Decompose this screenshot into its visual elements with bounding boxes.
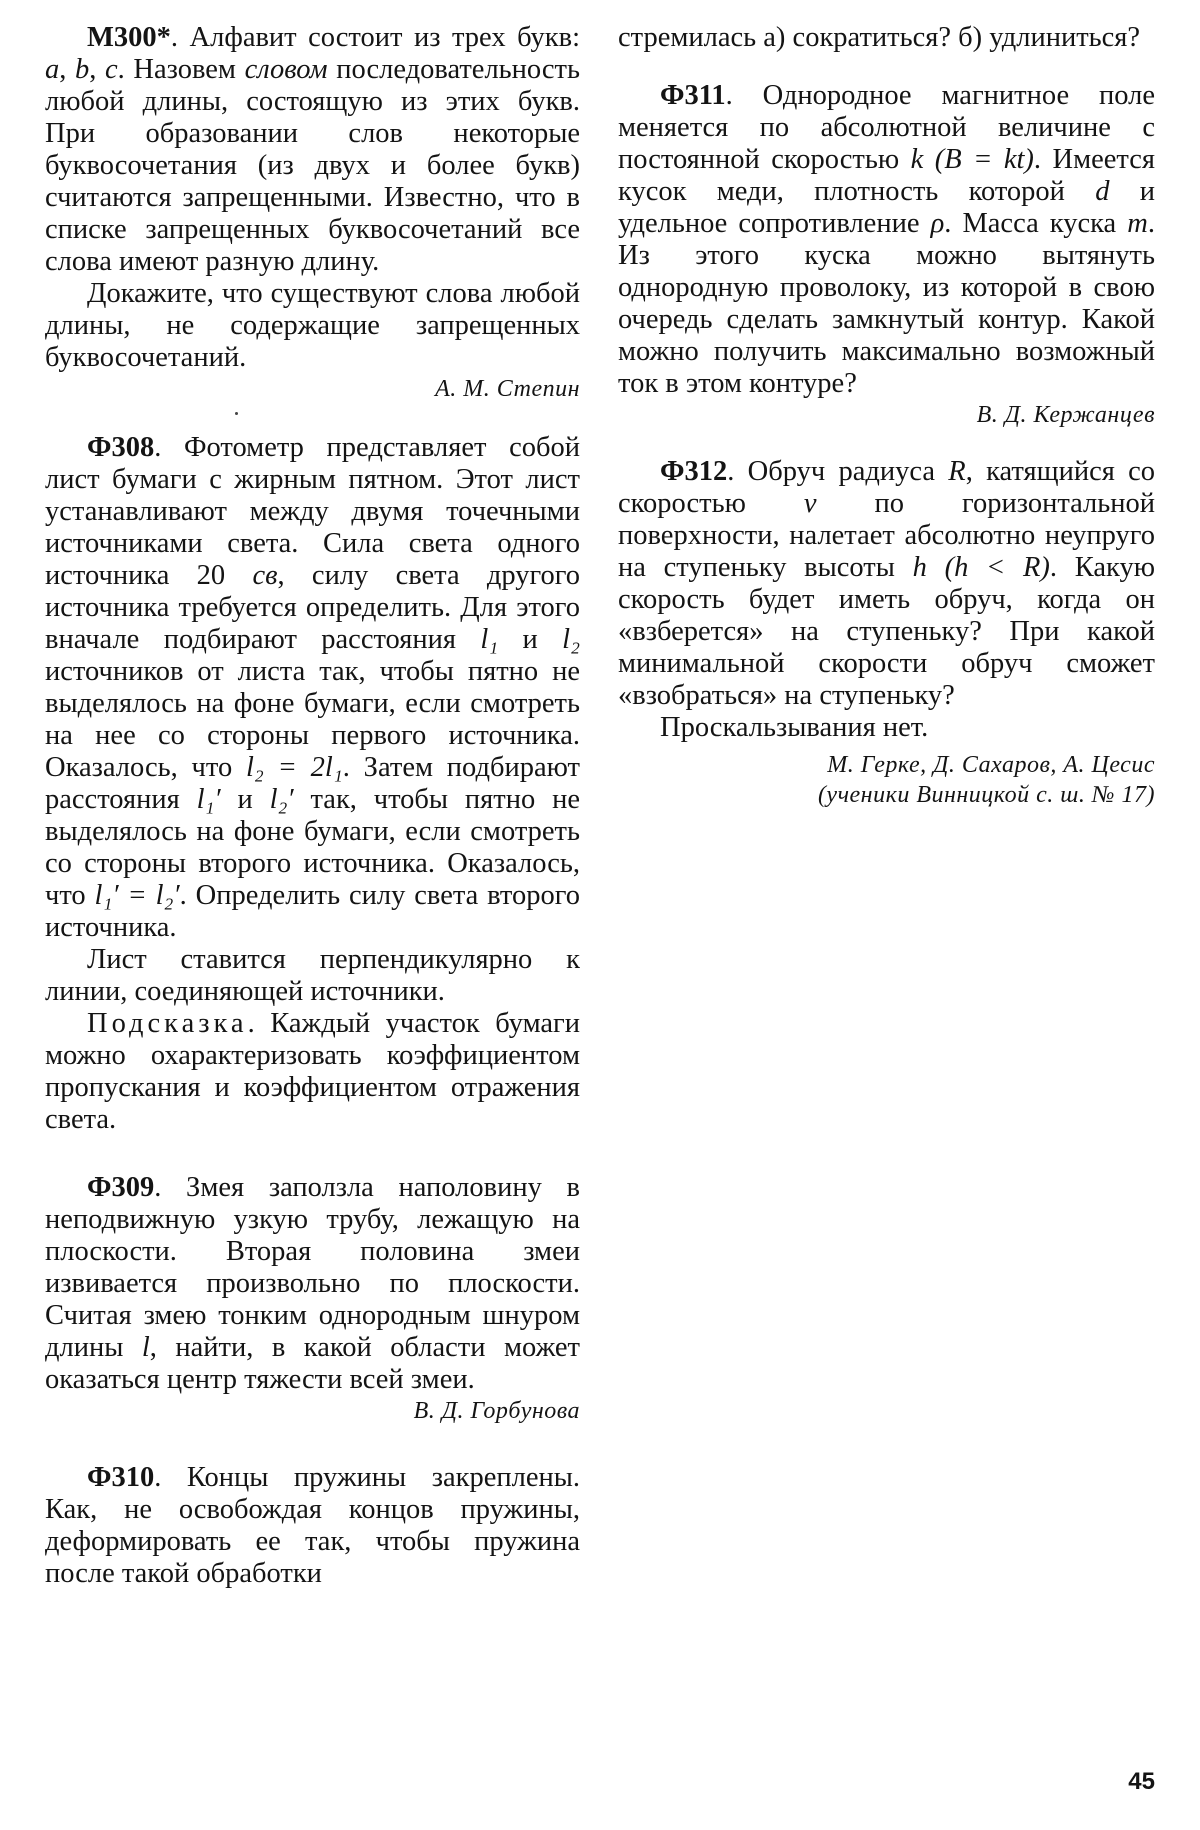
problem-f310-paragraph-1 bbox=[45, 1462, 580, 1590]
italic-word: словом bbox=[244, 54, 328, 85]
problem-f308-text-d: . Затем подбирают расстояния bbox=[45, 752, 580, 815]
var-k: k bbox=[910, 144, 924, 175]
problem-f311-id: Ф311 bbox=[660, 80, 726, 111]
var-l: l bbox=[141, 1332, 150, 1363]
problem-f308-paragraph-2: Лист ставится перпендикулярно к линии, соединяющей источники. bbox=[45, 944, 580, 1007]
problem-m300-text-b: . Назовем bbox=[117, 54, 245, 85]
var-b: b bbox=[75, 54, 90, 85]
problem-f311-text-d: . Масса куска bbox=[944, 208, 1128, 239]
formula-b-kt: (B = kt) bbox=[923, 144, 1034, 175]
problem-f309-text-a: . Змея заползла наполовину в неподвижную узкую трубу, лежащую на плоскости. Вторая половина змеи извивается произвольно по плоскости. Считая змею тонким однородным шнуром длины bbox=[45, 1172, 580, 1363]
problem-m300 bbox=[45, 22, 580, 404]
sep-1: , bbox=[59, 54, 75, 85]
problem-f312 bbox=[618, 456, 1155, 810]
problem-m300-text-a: . Алфавит состоит из трех букв: bbox=[170, 22, 580, 53]
problem-f312-text-c: по горизонтальной поверхности, налетает абсолютно неупруго на ступеньку высоты bbox=[618, 488, 1155, 583]
var-h: h bbox=[912, 552, 927, 583]
var-d: d bbox=[1095, 176, 1110, 207]
var-l2: l₂ bbox=[562, 624, 580, 655]
spacer bbox=[618, 430, 1155, 456]
problem-f308-text-e: так, чтобы пятно не выделялось на фоне бумаги, если смотреть со стороны второго источника. Оказалось, что bbox=[45, 784, 580, 911]
problem-f308-paragraph-1 bbox=[45, 432, 580, 944]
problem-f311-text-b: . Имеется кусок меди, плотность которой bbox=[618, 144, 1155, 207]
problem-f311-text-a: . Однородное магнитное поле меняется по абсолютной величине с постоянной скоростью bbox=[618, 80, 1155, 175]
problem-m300-text-c: последовательность любой длины, состоящую из этих букв. При образовании слов некоторые буквосочетания (из двух и более букв) считаются запрещенными. Известно, что в списке запрещенных буквосочетаний все слова имеют разную длину. bbox=[45, 54, 580, 277]
problem-f309 bbox=[45, 1172, 580, 1426]
problem-f312-text-d: . Какую скорость будет иметь обруч, когда он «взберется» на ступеньку? При какой минимальной скорости обруч сможет «взобраться» на ступеньку? bbox=[618, 552, 1155, 711]
problem-f312-text-a: . Обруч радиуса bbox=[727, 456, 949, 487]
equation-1: l₂ = 2l₁ bbox=[246, 752, 343, 783]
problem-f308-text-b: , силу света другого источника требуется определить. Для этого вначале подбирают расстояния bbox=[45, 560, 581, 655]
var-v: v bbox=[803, 488, 817, 519]
var-m: m bbox=[1127, 208, 1148, 239]
problem-f311 bbox=[618, 80, 1155, 430]
and-2: и bbox=[220, 784, 270, 815]
spacer bbox=[618, 54, 1155, 80]
unit-sv: св bbox=[252, 560, 278, 591]
problem-m300-id: М300* bbox=[87, 22, 171, 53]
problem-f309-author: В. Д. Горбунова bbox=[413, 1398, 580, 1424]
problem-f312-paragraph-1 bbox=[618, 456, 1155, 712]
problem-f310 bbox=[45, 1462, 580, 1590]
problem-f309-paragraph-1 bbox=[45, 1172, 580, 1396]
var-a: a bbox=[45, 54, 60, 85]
hint-label: Подсказка bbox=[87, 1008, 248, 1039]
spacer bbox=[45, 1136, 580, 1172]
var-r: R bbox=[948, 456, 966, 487]
problem-f309-id: Ф309 bbox=[87, 1172, 155, 1203]
right-column bbox=[618, 22, 1155, 810]
var-rho: ρ bbox=[930, 208, 945, 239]
hint-text: . Каждый участок бумаги можно охарактеризовать коэффициентом пропускания и коэффициентом отражения света. bbox=[45, 1008, 580, 1135]
problem-f310-continued bbox=[618, 22, 1155, 54]
left-column bbox=[45, 22, 580, 1590]
decorative-dot bbox=[45, 404, 580, 432]
problem-f312-paragraph-2: Проскальзывания нет. bbox=[660, 712, 929, 743]
problem-m300-paragraph-1 bbox=[45, 22, 580, 278]
problem-f311-text-c: и удельное сопротивление bbox=[618, 176, 1155, 239]
var-c: c bbox=[105, 54, 118, 85]
problem-f312-text-b: , катящийся со скоростью bbox=[618, 456, 1156, 519]
spacer bbox=[45, 1426, 580, 1462]
problem-f310-continuation: стремилась а) сократиться? б) удлиниться? bbox=[618, 22, 1141, 53]
var-l1-prime: l₁′ bbox=[196, 784, 221, 815]
problem-f311-paragraph-1 bbox=[618, 80, 1155, 400]
problem-f308-text-a: . Фотометр представляет собой лист бумаги с жирным пятном. Этот лист устанавливают между двумя точечными источниками света. Сила света одного источника 20 bbox=[45, 432, 580, 591]
problem-f311-author: В. Д. Кержанцев bbox=[976, 402, 1155, 428]
problem-f308-id: Ф308 bbox=[87, 432, 155, 463]
problem-f310-text-a: . Концы пружины закреплены. Как, не освобождая концов пружины, деформировать ее так, чтобы пружина после такой обработки bbox=[45, 1462, 580, 1589]
problem-f308 bbox=[45, 432, 580, 1136]
problem-f308-hint bbox=[45, 1008, 580, 1136]
problem-m300-author: А. М. Степин bbox=[435, 376, 580, 402]
problem-f308-text-f: . Определить силу света второго источника. bbox=[45, 880, 580, 943]
and-1: и bbox=[498, 624, 563, 655]
problem-f312-id: Ф312 bbox=[660, 456, 728, 487]
equation-2: l₁′ = l₂′ bbox=[94, 880, 180, 911]
problem-f310-id: Ф310 bbox=[87, 1462, 155, 1493]
sep-2: , bbox=[89, 54, 105, 85]
var-l1: l₁ bbox=[480, 624, 499, 655]
problem-f308-text-c: источников от листа так, чтобы пятно не выделялось на фоне бумаги, если смотреть на нее со стороны первого источника. Оказалось, что bbox=[45, 656, 580, 783]
var-l2-prime: l₂′ bbox=[269, 784, 294, 815]
problem-f312-authors: М. Герке, Д. Сахаров, А. Цесис bbox=[827, 752, 1155, 778]
problem-f309-text-b: , найти, в какой области может оказаться центр тяжести всей змеи. bbox=[45, 1332, 580, 1395]
problem-f311-text-e: . Из этого куска можно вытянуть однородную проволоку, из которой в свою очередь сделать замкнутый контур. Какой можно получить максимально возможный ток в этом контуре? bbox=[618, 208, 1155, 399]
problem-f312-authors-note: (ученики Винницкой с. ш. № 17) bbox=[817, 782, 1155, 808]
page-number: 45 bbox=[1128, 1768, 1155, 1795]
condition-h-less-r: (h < R) bbox=[926, 552, 1050, 583]
problem-m300-paragraph-2: Докажите, что существуют слова любой длины, не содержащие запрещенных буквосочетаний. bbox=[45, 278, 580, 373]
